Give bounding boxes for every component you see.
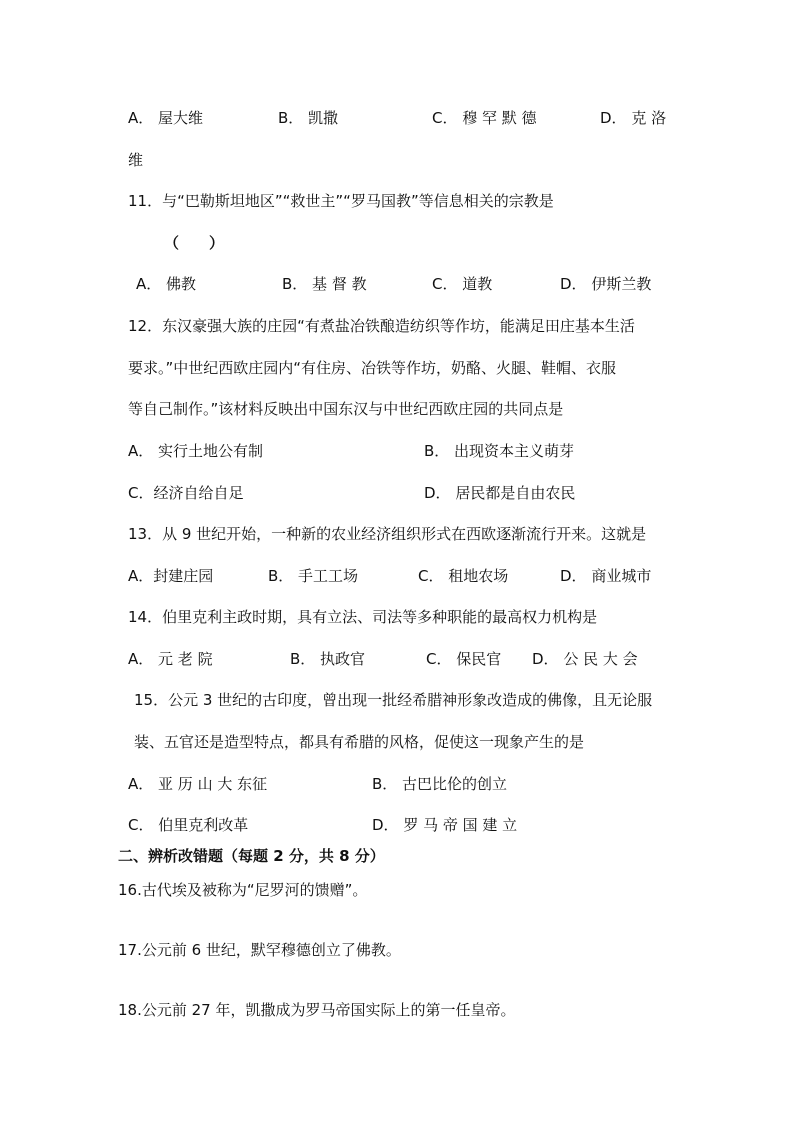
- q15-option-d: D． 罗 马 帝 国 建 立: [372, 816, 518, 834]
- q12-stem-line-3: 等自己制作。”该材料反映出中国东汉与中世纪西欧庄园的共同点是: [128, 400, 564, 418]
- q11-stem: 11．与“巴勒斯坦地区”“救世主”“罗马国教”等信息相关的宗教是: [128, 192, 554, 210]
- q12-stem-line-2: 要求。”中世纪西欧庄园内“有住房、冶铁等作坊，奶酪、火腿、鞋帽、衣服: [128, 359, 617, 377]
- q11-option-c: C． 道教: [432, 275, 493, 293]
- q10-option-a: A． 屋大维: [128, 109, 204, 127]
- section-2-heading: 二、辨析改错题（每题 2 分，共 8 分）: [118, 847, 385, 865]
- q12-option-c: C．经济自给自足: [128, 484, 244, 502]
- q11-option-b: B． 基 督 教: [282, 275, 367, 293]
- q10-option-d: D． 克 洛: [600, 109, 667, 127]
- q10-option-b: B． 凯撒: [278, 109, 339, 127]
- q12-option-b: B． 出现资本主义萌芽: [424, 442, 575, 460]
- q17-statement: 17.公元前 6 世纪，默罕穆德创立了佛教。: [118, 941, 401, 959]
- q15-option-a: A． 亚 历 山 大 东征: [128, 775, 268, 793]
- q18-statement: 18.公元前 27 年，凯撒成为罗马帝国实际上的第一任皇帝。: [118, 1001, 516, 1019]
- q10-option-c: C． 穆 罕 默 德: [432, 109, 537, 127]
- q15-stem-line-2: 装、五官还是造型特点，都具有希腊的风格，促使这一现象产生的是: [134, 733, 585, 751]
- q10-option-d-continued: 维: [128, 151, 144, 169]
- q14-option-c: C． 保民官: [426, 650, 502, 668]
- q13-option-b: B． 手工工场: [268, 567, 359, 585]
- q14-option-b: B． 执政官: [290, 650, 366, 668]
- q14-option-a: A． 元 老 院: [128, 650, 213, 668]
- q11-option-d: D． 伊斯兰教: [560, 275, 652, 293]
- q15-stem-line-1: 15．公元 3 世纪的古印度，曾出现一批经希腊神形象改造成的佛像，且无论服: [134, 691, 653, 709]
- q13-option-c: C． 租地农场: [418, 567, 509, 585]
- q13-option-d: D． 商业城市: [560, 567, 652, 585]
- q13-stem: 13．从 9 世纪开始，一种新的农业经济组织形式在西欧逐渐流行开来。这就是: [128, 525, 647, 543]
- q16-statement: 16.古代埃及被称为“尼罗河的馈赠”。: [118, 881, 368, 899]
- q11-option-a: A． 佛教: [136, 275, 197, 293]
- q12-option-d: D． 居民都是自由农民: [424, 484, 576, 502]
- q15-option-c: C． 伯里克利改革: [128, 816, 249, 834]
- q12-option-a: A． 实行土地公有制: [128, 442, 264, 460]
- q14-option-d: D． 公 民 大 会: [532, 650, 638, 668]
- q15-option-b: B． 古巴比伦的创立: [372, 775, 508, 793]
- q12-stem-line-1: 12．东汉豪强大族的庄园“有煮盐冶铁酿造纺织等作坊，能满足田庄基本生活: [128, 317, 635, 335]
- q13-option-a: A．封建庄园: [128, 567, 214, 585]
- q11-answer-bracket: （ ）: [164, 234, 225, 252]
- q14-stem: 14．伯里克利主政时期，具有立法、司法等多种职能的最高权力机构是: [128, 608, 598, 626]
